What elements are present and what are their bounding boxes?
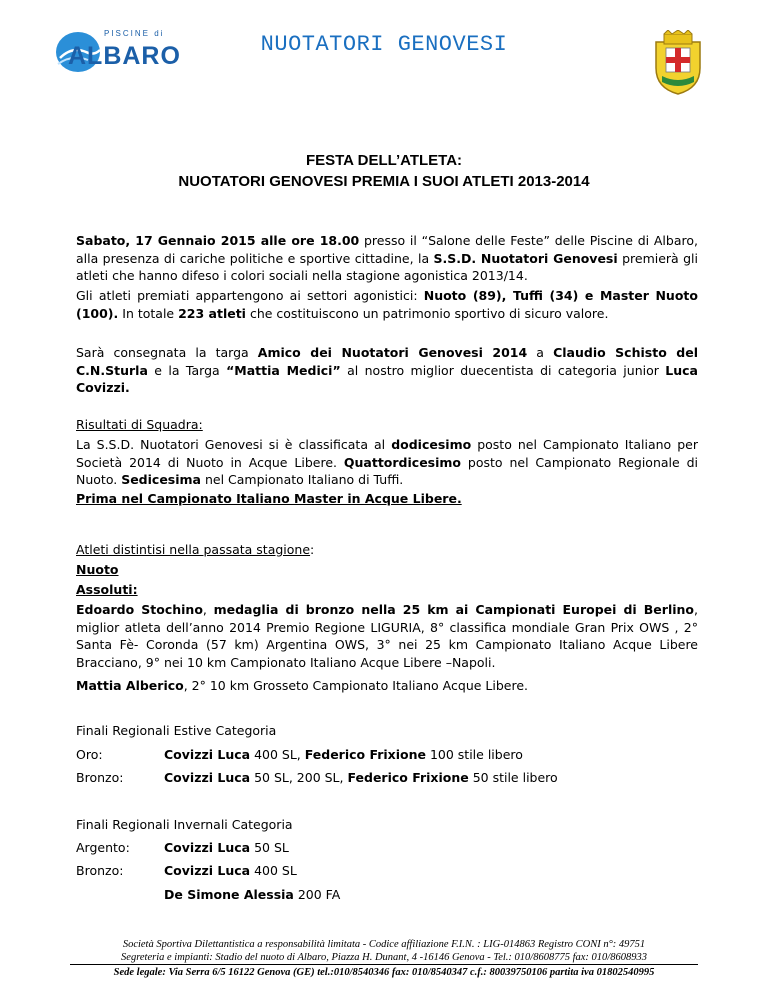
summer-finals-title: Finali Regionali Estive Categoria (76, 723, 277, 738)
winter-bronzo-value-2: De Simone Alessia 200 FA (164, 887, 341, 902)
assoluti-label: Assoluti: (76, 582, 138, 597)
footer-line-2: Segreteria e impianti: Stadio del nuoto di Albaro, Piazza H. Dunant, 4 -16146 Genova - Tel.: 010/8608775 fax: 010/8608933 (121, 952, 647, 963)
event-date: Sabato, 17 Gennaio 2015 alle ore 18.00 (76, 233, 360, 248)
oro-value: Covizzi Luca 400 SL, Federico Frixione 100 stile libero (164, 747, 523, 762)
org-title: NUOTATORI GENOVESI (260, 32, 508, 57)
sectors-list: Nuoto (89), Tuffi (34) e Master Nuoto (100). (76, 288, 698, 321)
intro-paragraph: Sabato, 17 Gennaio 2015 alle ore 18.00 presso il “Salone delle Feste” delle Piscine di Albaro, alla presenza di cariche politiche e sportive cittadine, la S.S.D. Nuotatori Genovesi premierà gli atleti che hanno difeso i colori sociali nella stagione agonistica 2013/14. (76, 233, 698, 284)
stochino-paragraph: Edoardo Stochino, medaglia di bronzo nella 25 km ai Campionati Europei di Berlino, miglior atleta dell’anno 2014 Premio Regione LIGURIA, 8° classifica mondiale Gran Prix OWS , 2° Santa Fè- Coronda (57 km) Argentina OWS, 3° nei 25 km Campionato Italiano Acque Libere Bracciano, 9° nei 10 km Campionato Italiano Acque Libere –Napoli. (76, 602, 698, 670)
club-name: S.S.D. Nuotatori Genovesi (433, 250, 618, 266)
team-results-title: Risultati di Squadra: (76, 417, 203, 432)
bronzo-value: Covizzi Luca 50 SL, 200 SL, Federico Frixione 50 stile libero (164, 770, 558, 785)
winter-bronzo-label: Bronzo: (76, 863, 124, 878)
master-result: Prima nel Campionato Italiano Master in Acque Libere. (76, 491, 462, 506)
heading-line-1: FESTA DELL’ATLETA: (305, 152, 463, 169)
alberico-paragraph: Mattia Alberico, 2° 10 km Grosseto Campionato Italiano Acque Libere. (76, 678, 528, 693)
awards-paragraph: Sarà consegnata la targa Amico dei Nuotatori Genovesi 2014 a Claudio Schisto del C.N.Sturla e la Targa “Mattia Medici” al nostro miglior duecentista di categoria junior Luca Covizzi. (76, 345, 698, 396)
athletes-title: Atleti distintisi nella passata stagione: (76, 542, 315, 557)
nuoto-label: Nuoto (76, 562, 119, 577)
argento-value: Covizzi Luca 50 SL (164, 840, 289, 855)
athlete-total: 223 atleti (178, 305, 246, 321)
award-2-recipient: Luca Covizzi. (76, 362, 698, 396)
team-results-paragraph: La S.S.D. Nuotatori Genovesi si è classificata al dodicesimo posto nel Campionato Italiano per Società 2014 di Nuoto in Acque Libere. Quattordicesimo posto nel Campionato Regionale di Nuoto. Sedicesima nel Campionato Italiano di Tuffi. (76, 437, 699, 488)
award-1: Amico dei Nuotatori Genovesi 2014 (257, 345, 528, 360)
heading-line-2: NUOTATORI GENOVESI PREMIA I SUOI ATLETI 2013-2014 (178, 173, 590, 190)
footer-line-3: Sede legale: Via Serra 6/5 16122 Genova (GE) tel.:010/8540346 fax: 010/8540347 c.f.: 80039750106 partita iva 01802540995 (113, 967, 655, 978)
winter-bronzo-value-1: Covizzi Luca 400 SL (164, 863, 297, 878)
argento-label: Argento: (76, 840, 130, 855)
logo-main-text: ALBARO (68, 42, 181, 70)
logo-small-text: PISCINE di (104, 29, 165, 38)
document-heading (0, 150, 768, 192)
athlete-name: Edoardo Stochino (76, 602, 203, 617)
winter-finals-title: Finali Regionali Invernali Categoria (76, 817, 293, 832)
footer-line-1: Società Sportiva Dilettantistica a responsabilità limitata - Codice affiliazione F.I.N. : LIG-014863 Registro CONI n°: 49751 (122, 939, 646, 950)
athlete-name: Mattia Alberico (76, 678, 184, 693)
bronzo-label: Bronzo: (76, 770, 124, 785)
oro-label: Oro: (76, 747, 103, 762)
award-2: “Mattia Medici” (226, 362, 341, 378)
award-1-recipient: Claudio Schisto del C.N.Sturla (76, 345, 698, 378)
genoa-crest-icon (650, 30, 706, 96)
sectors-paragraph: Gli atleti premiati appartengono ai settori agonistici: Nuoto (89), Tuffi (34) e Master Nuoto (100). In totale 223 atleti che costituiscono un patrimonio sportivo di sicuro valore. (76, 288, 698, 321)
footer-divider (70, 964, 698, 965)
